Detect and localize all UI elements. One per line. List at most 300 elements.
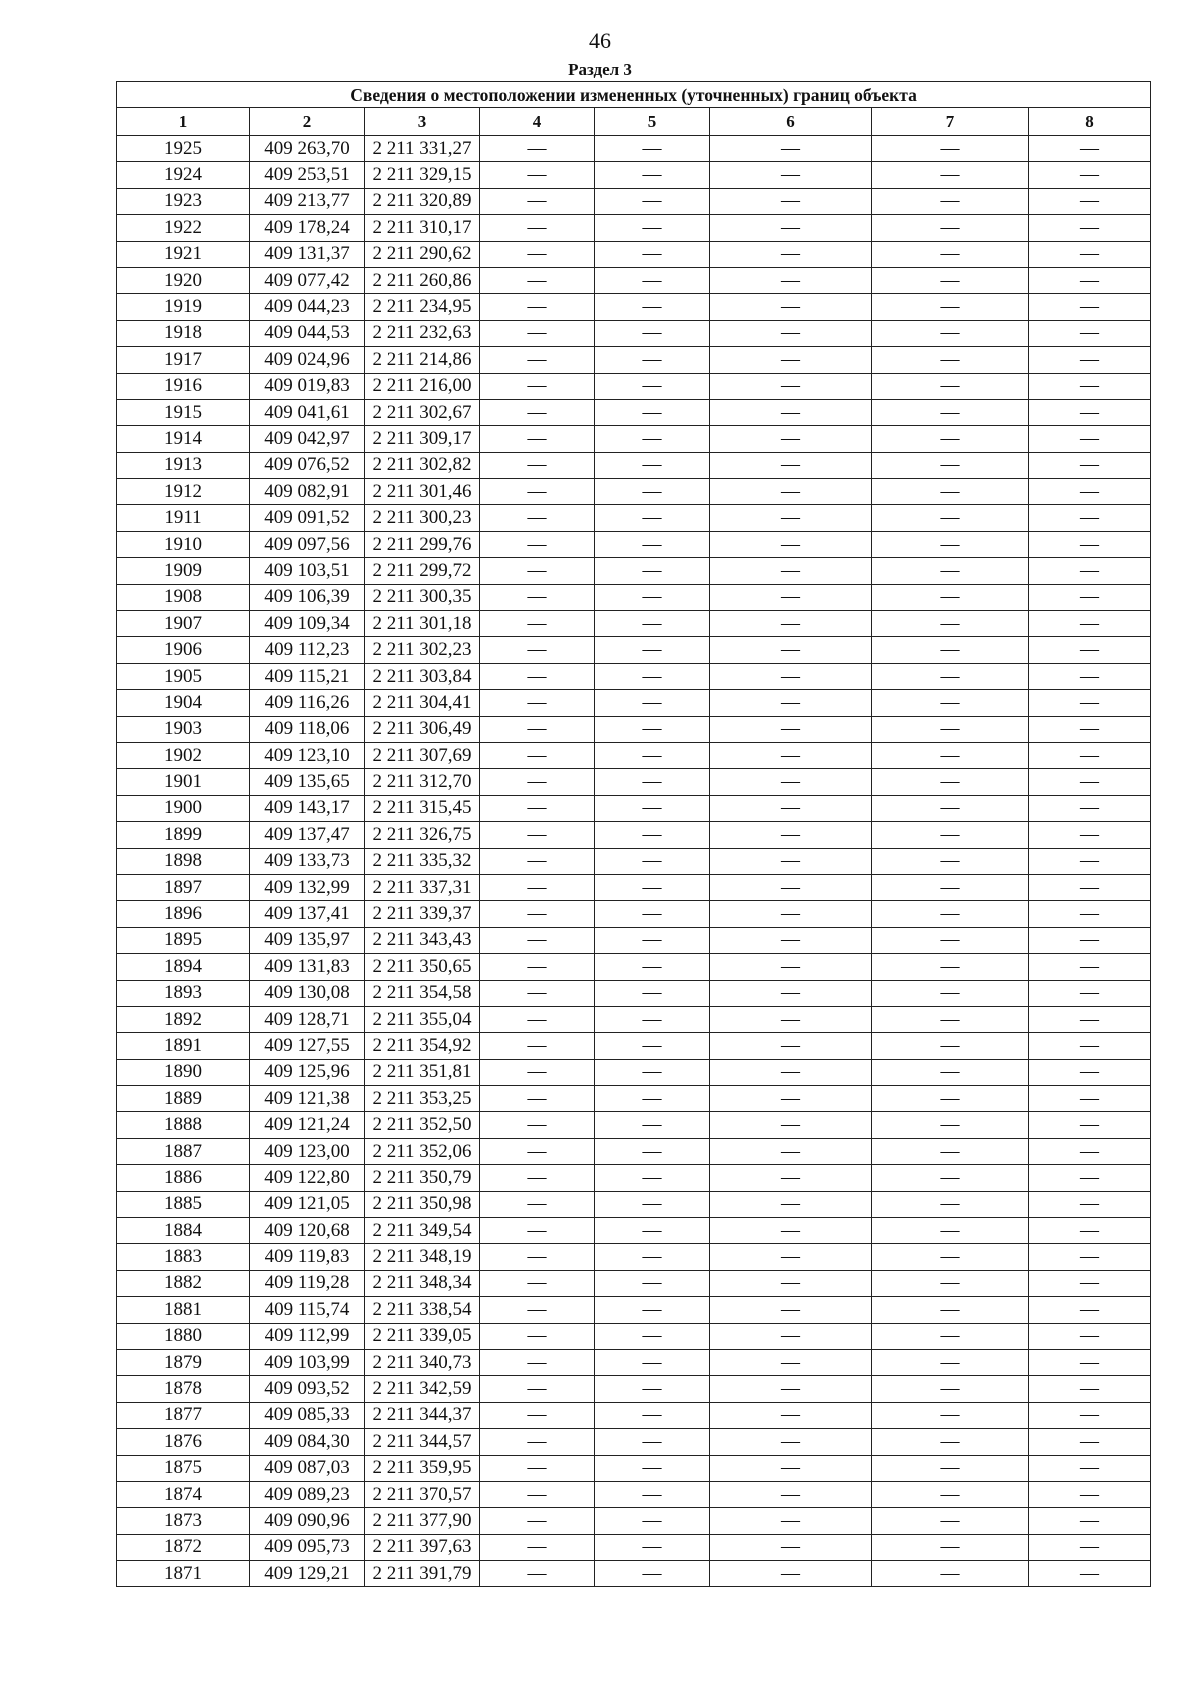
empty-dash-cell: — [480,1244,595,1270]
empty-dash-cell: — [1029,1086,1151,1112]
table-row [117,1481,1151,1507]
empty-dash-cell: — [595,822,710,848]
empty-dash-cell: — [710,1059,872,1085]
table-row [117,1297,1151,1323]
section-title: Раздел 3 [568,60,632,79]
table-row [117,822,1151,848]
y-coordinate-cell: 2 211 234,95 [365,294,480,320]
y-coordinate-cell: 2 211 350,65 [365,954,480,980]
empty-dash-cell: — [872,1112,1029,1138]
point-number-cell: 1920 [117,267,250,293]
point-number-cell: 1881 [117,1297,250,1323]
empty-dash-cell: — [710,1561,872,1587]
empty-dash-cell: — [872,1349,1029,1375]
y-coordinate-cell: 2 211 370,57 [365,1481,480,1507]
empty-dash-cell: — [595,1508,710,1534]
point-number-cell: 1916 [117,373,250,399]
point-number-cell: 1887 [117,1138,250,1164]
empty-dash-cell: — [710,426,872,452]
x-coordinate-cell: 409 115,21 [250,663,365,689]
empty-dash-cell: — [595,1561,710,1587]
empty-dash-cell: — [480,1138,595,1164]
y-coordinate-cell: 2 211 306,49 [365,716,480,742]
table-body [117,136,1151,1587]
empty-dash-cell: — [480,584,595,610]
x-coordinate-cell: 409 135,65 [250,769,365,795]
empty-dash-cell: — [595,188,710,214]
empty-dash-cell: — [872,742,1029,768]
empty-dash-cell: — [480,426,595,452]
empty-dash-cell: — [710,347,872,373]
empty-dash-cell: — [710,1033,872,1059]
empty-dash-cell: — [595,505,710,531]
point-number-cell: 1918 [117,320,250,346]
empty-dash-cell: — [480,874,595,900]
point-number-cell: 1924 [117,162,250,188]
empty-dash-cell: — [872,1165,1029,1191]
point-number-cell: 1886 [117,1165,250,1191]
empty-dash-cell: — [710,1244,872,1270]
empty-dash-cell: — [1029,1323,1151,1349]
y-coordinate-cell: 2 211 290,62 [365,241,480,267]
x-coordinate-cell: 409 213,77 [250,188,365,214]
empty-dash-cell: — [710,1534,872,1560]
empty-dash-cell: — [1029,637,1151,663]
empty-dash-cell: — [480,1508,595,1534]
empty-dash-cell: — [1029,1112,1151,1138]
table-row [117,241,1151,267]
x-coordinate-cell: 409 178,24 [250,215,365,241]
empty-dash-cell: — [710,1165,872,1191]
x-coordinate-cell: 409 123,00 [250,1138,365,1164]
x-coordinate-cell: 409 137,41 [250,901,365,927]
y-coordinate-cell: 2 211 302,82 [365,452,480,478]
y-coordinate-cell: 2 211 329,15 [365,162,480,188]
y-coordinate-cell: 2 211 352,50 [365,1112,480,1138]
empty-dash-cell: — [872,531,1029,557]
empty-dash-cell: — [1029,874,1151,900]
table-row [117,663,1151,689]
x-coordinate-cell: 409 084,30 [250,1429,365,1455]
empty-dash-cell: — [872,505,1029,531]
empty-dash-cell: — [595,1059,710,1085]
x-coordinate-cell: 409 129,21 [250,1561,365,1587]
y-coordinate-cell: 2 211 344,37 [365,1402,480,1428]
empty-dash-cell: — [595,1402,710,1428]
empty-dash-cell: — [710,1191,872,1217]
y-coordinate-cell: 2 211 310,17 [365,215,480,241]
x-coordinate-cell: 409 115,74 [250,1297,365,1323]
empty-dash-cell: — [1029,426,1151,452]
table-row [117,267,1151,293]
empty-dash-cell: — [872,716,1029,742]
point-number-cell: 1904 [117,690,250,716]
table-row [117,1165,1151,1191]
y-coordinate-cell: 2 211 348,19 [365,1244,480,1270]
empty-dash-cell: — [595,558,710,584]
empty-dash-cell: — [480,1534,595,1560]
empty-dash-cell: — [595,1006,710,1032]
point-number-cell: 1890 [117,1059,250,1085]
y-coordinate-cell: 2 211 307,69 [365,742,480,768]
empty-dash-cell: — [872,136,1029,162]
empty-dash-cell: — [710,373,872,399]
x-coordinate-cell: 409 119,28 [250,1270,365,1296]
empty-dash-cell: — [872,795,1029,821]
table-row [117,1376,1151,1402]
empty-dash-cell: — [480,1323,595,1349]
x-coordinate-cell: 409 131,37 [250,241,365,267]
point-number-cell: 1872 [117,1534,250,1560]
point-number-cell: 1873 [117,1508,250,1534]
empty-dash-cell: — [595,215,710,241]
empty-dash-cell: — [872,1191,1029,1217]
y-coordinate-cell: 2 211 348,34 [365,1270,480,1296]
x-coordinate-cell: 409 121,05 [250,1191,365,1217]
point-number-cell: 1912 [117,479,250,505]
y-coordinate-cell: 2 211 350,79 [365,1165,480,1191]
y-coordinate-cell: 2 211 344,57 [365,1429,480,1455]
y-coordinate-cell: 2 211 349,54 [365,1218,480,1244]
empty-dash-cell: — [872,874,1029,900]
empty-dash-cell: — [1029,136,1151,162]
empty-dash-cell: — [1029,716,1151,742]
table-row [117,927,1151,953]
empty-dash-cell: — [480,795,595,821]
y-coordinate-cell: 2 211 343,43 [365,927,480,953]
empty-dash-cell: — [710,188,872,214]
empty-dash-cell: — [1029,1033,1151,1059]
empty-dash-cell: — [595,716,710,742]
empty-dash-cell: — [872,1508,1029,1534]
table-row [117,1086,1151,1112]
x-coordinate-cell: 409 127,55 [250,1033,365,1059]
empty-dash-cell: — [872,611,1029,637]
point-number-cell: 1892 [117,1006,250,1032]
table-row [117,874,1151,900]
table-row [117,795,1151,821]
empty-dash-cell: — [595,162,710,188]
empty-dash-cell: — [710,1086,872,1112]
empty-dash-cell: — [710,162,872,188]
x-coordinate-cell: 409 106,39 [250,584,365,610]
table-row [117,1033,1151,1059]
table-row [117,136,1151,162]
empty-dash-cell: — [710,611,872,637]
page-number: 46 [589,28,611,53]
empty-dash-cell: — [1029,1376,1151,1402]
empty-dash-cell: — [1029,162,1151,188]
point-number-cell: 1880 [117,1323,250,1349]
y-coordinate-cell: 2 211 299,72 [365,558,480,584]
point-number-cell: 1908 [117,584,250,610]
table-row [117,373,1151,399]
empty-dash-cell: — [1029,742,1151,768]
table-row [117,742,1151,768]
empty-dash-cell: — [710,1429,872,1455]
point-number-cell: 1910 [117,531,250,557]
empty-dash-cell: — [480,241,595,267]
empty-dash-cell: — [480,1270,595,1296]
x-coordinate-cell: 409 263,70 [250,136,365,162]
empty-dash-cell: — [710,742,872,768]
table-row [117,690,1151,716]
empty-dash-cell: — [595,874,710,900]
empty-dash-cell: — [1029,584,1151,610]
empty-dash-cell: — [710,954,872,980]
empty-dash-cell: — [595,1270,710,1296]
empty-dash-cell: — [710,980,872,1006]
empty-dash-cell: — [872,479,1029,505]
empty-dash-cell: — [595,901,710,927]
empty-dash-cell: — [710,136,872,162]
y-coordinate-cell: 2 211 299,76 [365,531,480,557]
empty-dash-cell: — [872,1429,1029,1455]
table-row [117,479,1151,505]
empty-dash-cell: — [1029,452,1151,478]
point-number-cell: 1900 [117,795,250,821]
y-coordinate-cell: 2 211 340,73 [365,1349,480,1375]
point-number-cell: 1879 [117,1349,250,1375]
empty-dash-cell: — [480,505,595,531]
empty-dash-cell: — [480,136,595,162]
x-coordinate-cell: 409 119,83 [250,1244,365,1270]
point-number-cell: 1902 [117,742,250,768]
table-row [117,1323,1151,1349]
empty-dash-cell: — [480,294,595,320]
x-coordinate-cell: 409 121,24 [250,1112,365,1138]
x-coordinate-cell: 409 253,51 [250,162,365,188]
empty-dash-cell: — [872,320,1029,346]
empty-dash-cell: — [1029,479,1151,505]
empty-dash-cell: — [595,980,710,1006]
x-coordinate-cell: 409 089,23 [250,1481,365,1507]
empty-dash-cell: — [480,1218,595,1244]
empty-dash-cell: — [480,1297,595,1323]
point-number-cell: 1921 [117,241,250,267]
y-coordinate-cell: 2 211 339,37 [365,901,480,927]
coordinates-table [116,81,1151,1587]
table-row [117,716,1151,742]
empty-dash-cell: — [872,241,1029,267]
empty-dash-cell: — [872,927,1029,953]
table-row [117,1244,1151,1270]
empty-dash-cell: — [1029,267,1151,293]
empty-dash-cell: — [872,294,1029,320]
point-number-cell: 1878 [117,1376,250,1402]
y-coordinate-cell: 2 211 391,79 [365,1561,480,1587]
table-row [117,1429,1151,1455]
empty-dash-cell: — [872,1086,1029,1112]
empty-dash-cell: — [710,1349,872,1375]
x-coordinate-cell: 409 076,52 [250,452,365,478]
empty-dash-cell: — [1029,1349,1151,1375]
x-coordinate-cell: 409 116,26 [250,690,365,716]
empty-dash-cell: — [595,1191,710,1217]
y-coordinate-cell: 2 211 355,04 [365,1006,480,1032]
x-coordinate-cell: 409 077,42 [250,267,365,293]
empty-dash-cell: — [595,954,710,980]
table-row [117,1534,1151,1560]
table-row [117,584,1151,610]
empty-dash-cell: — [1029,980,1151,1006]
empty-dash-cell: — [595,742,710,768]
y-coordinate-cell: 2 211 335,32 [365,848,480,874]
point-number-cell: 1883 [117,1244,250,1270]
y-coordinate-cell: 2 211 315,45 [365,795,480,821]
empty-dash-cell: — [872,769,1029,795]
empty-dash-cell: — [710,769,872,795]
empty-dash-cell: — [710,452,872,478]
y-coordinate-cell: 2 211 216,00 [365,373,480,399]
x-coordinate-cell: 409 097,56 [250,531,365,557]
x-coordinate-cell: 409 112,23 [250,637,365,663]
empty-dash-cell: — [595,1033,710,1059]
x-coordinate-cell: 409 087,03 [250,1455,365,1481]
empty-dash-cell: — [710,637,872,663]
empty-dash-cell: — [872,162,1029,188]
x-coordinate-cell: 409 123,10 [250,742,365,768]
empty-dash-cell: — [872,1402,1029,1428]
y-coordinate-cell: 2 211 301,18 [365,611,480,637]
y-coordinate-cell: 2 211 351,81 [365,1059,480,1085]
x-coordinate-cell: 409 132,99 [250,874,365,900]
empty-dash-cell: — [595,1086,710,1112]
point-number-cell: 1919 [117,294,250,320]
empty-dash-cell: — [480,531,595,557]
empty-dash-cell: — [480,901,595,927]
empty-dash-cell: — [1029,822,1151,848]
x-coordinate-cell: 409 090,96 [250,1508,365,1534]
empty-dash-cell: — [710,1323,872,1349]
empty-dash-cell: — [1029,558,1151,584]
point-number-cell: 1923 [117,188,250,214]
empty-dash-cell: — [710,795,872,821]
empty-dash-cell: — [595,1323,710,1349]
table-row [117,1349,1151,1375]
empty-dash-cell: — [1029,795,1151,821]
empty-dash-cell: — [710,267,872,293]
y-coordinate-cell: 2 211 354,92 [365,1033,480,1059]
y-coordinate-cell: 2 211 302,23 [365,637,480,663]
point-number-cell: 1925 [117,136,250,162]
x-coordinate-cell: 409 082,91 [250,479,365,505]
empty-dash-cell: — [872,426,1029,452]
table-header-row [117,108,1151,136]
empty-dash-cell: — [872,954,1029,980]
empty-dash-cell: — [480,1059,595,1085]
empty-dash-cell: — [872,558,1029,584]
empty-dash-cell: — [710,1112,872,1138]
x-coordinate-cell: 409 121,38 [250,1086,365,1112]
empty-dash-cell: — [710,479,872,505]
point-number-cell: 1905 [117,663,250,689]
empty-dash-cell: — [595,690,710,716]
y-coordinate-cell: 2 211 300,35 [365,584,480,610]
column-header: 7 [872,108,1029,136]
empty-dash-cell: — [480,373,595,399]
empty-dash-cell: — [595,347,710,373]
point-number-cell: 1915 [117,399,250,425]
empty-dash-cell: — [872,1561,1029,1587]
table-row [117,320,1151,346]
empty-dash-cell: — [480,690,595,716]
point-number-cell: 1882 [117,1270,250,1296]
empty-dash-cell: — [1029,1006,1151,1032]
empty-dash-cell: — [480,162,595,188]
empty-dash-cell: — [710,901,872,927]
empty-dash-cell: — [480,1165,595,1191]
x-coordinate-cell: 409 122,80 [250,1165,365,1191]
y-coordinate-cell: 2 211 303,84 [365,663,480,689]
table-row [117,1402,1151,1428]
empty-dash-cell: — [872,584,1029,610]
y-coordinate-cell: 2 211 302,67 [365,399,480,425]
y-coordinate-cell: 2 211 339,05 [365,1323,480,1349]
y-coordinate-cell: 2 211 300,23 [365,505,480,531]
empty-dash-cell: — [480,637,595,663]
empty-dash-cell: — [872,1059,1029,1085]
empty-dash-cell: — [1029,1481,1151,1507]
table-row [117,347,1151,373]
empty-dash-cell: — [1029,769,1151,795]
empty-dash-cell: — [480,188,595,214]
empty-dash-cell: — [480,1191,595,1217]
empty-dash-cell: — [595,927,710,953]
table-row [117,1508,1151,1534]
empty-dash-cell: — [872,1138,1029,1164]
empty-dash-cell: — [872,452,1029,478]
y-coordinate-cell: 2 211 338,54 [365,1297,480,1323]
table-row [117,1191,1151,1217]
point-number-cell: 1909 [117,558,250,584]
point-number-cell: 1885 [117,1191,250,1217]
empty-dash-cell: — [710,848,872,874]
table-row [117,399,1151,425]
y-coordinate-cell: 2 211 301,46 [365,479,480,505]
empty-dash-cell: — [1029,1297,1151,1323]
empty-dash-cell: — [710,716,872,742]
y-coordinate-cell: 2 211 331,27 [365,136,480,162]
empty-dash-cell: — [872,1534,1029,1560]
empty-dash-cell: — [595,1138,710,1164]
empty-dash-cell: — [480,980,595,1006]
empty-dash-cell: — [710,690,872,716]
column-header: 6 [710,108,872,136]
point-number-cell: 1884 [117,1218,250,1244]
empty-dash-cell: — [710,1297,872,1323]
y-coordinate-cell: 2 211 359,95 [365,1455,480,1481]
table-caption: Сведения о местоположении измененных (уточненных) границ объекта [117,82,1151,108]
y-coordinate-cell: 2 211 397,63 [365,1534,480,1560]
empty-dash-cell: — [710,320,872,346]
empty-dash-cell: — [872,901,1029,927]
x-coordinate-cell: 409 041,61 [250,399,365,425]
empty-dash-cell: — [595,848,710,874]
y-coordinate-cell: 2 211 352,06 [365,1138,480,1164]
point-number-cell: 1917 [117,347,250,373]
empty-dash-cell: — [710,399,872,425]
x-coordinate-cell: 409 024,96 [250,347,365,373]
empty-dash-cell: — [1029,1561,1151,1587]
y-coordinate-cell: 2 211 304,41 [365,690,480,716]
empty-dash-cell: — [480,1006,595,1032]
empty-dash-cell: — [595,795,710,821]
empty-dash-cell: — [872,822,1029,848]
empty-dash-cell: — [480,1376,595,1402]
column-header: 4 [480,108,595,136]
table-row [117,769,1151,795]
